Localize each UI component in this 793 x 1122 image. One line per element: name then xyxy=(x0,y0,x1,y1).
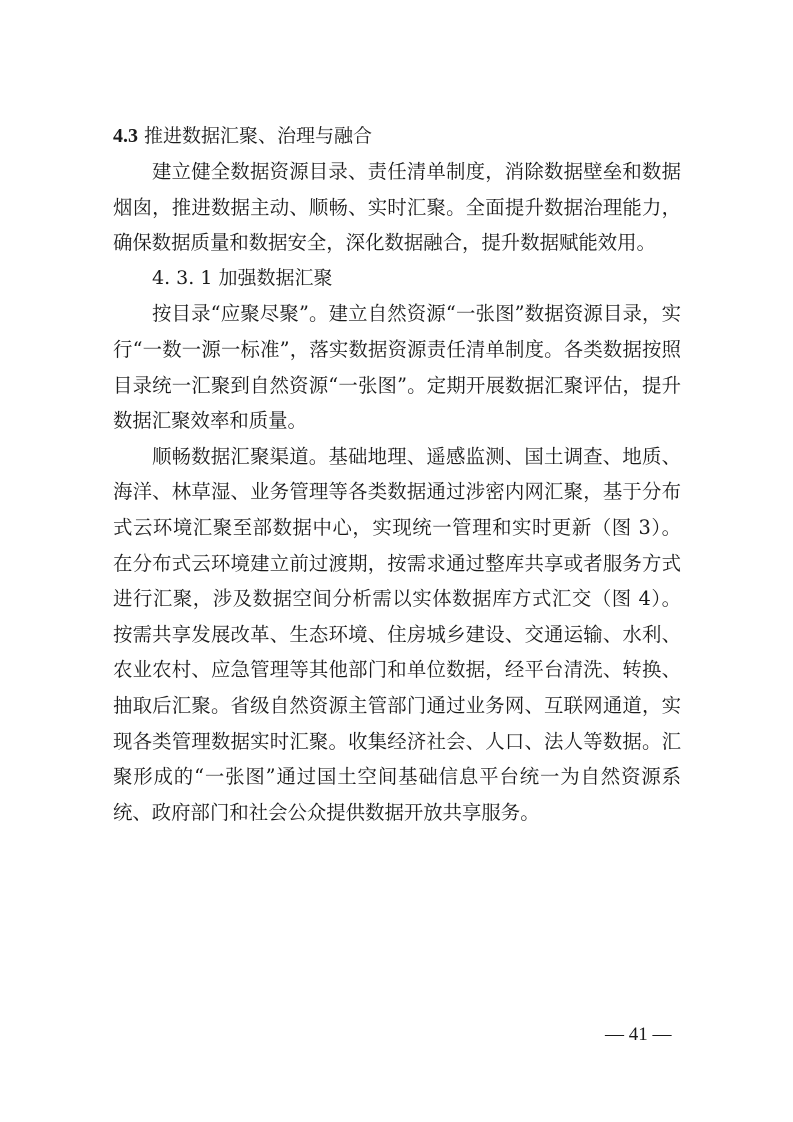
intro-paragraph xyxy=(113,154,681,261)
paragraph-collection-channels xyxy=(113,439,681,831)
section-number: 4.3 xyxy=(113,125,138,147)
paragraph-collect-by-catalog xyxy=(113,296,681,438)
section-title: 推进数据汇聚、治理与融合 xyxy=(144,125,373,147)
subsection-heading: 4. 3. 1 加强数据汇聚 xyxy=(152,266,333,289)
paragraph-line: 式云环境汇聚至部数据中心，实现统一管理和实时更新（图 3）。 xyxy=(113,515,681,539)
paragraph-line: 现各类管理数据实时汇聚。收集经济社会、人口、法人等数据。汇 xyxy=(113,729,681,753)
paragraph-line: 按需共享发展改革、生态环境、住房城乡建设、交通运输、水利、 xyxy=(113,622,681,646)
document-page xyxy=(113,118,681,830)
paragraph-line: 确保数据质量和数据安全，深化数据融合，提升数据赋能效用。 xyxy=(113,231,656,255)
paragraph-line: 农业农村、应急管理等其他部门和单位数据，经平台清洗、转换、 xyxy=(113,658,681,682)
paragraph-line: 统、政府部门和社会公众提供数据开放共享服务。 xyxy=(113,800,540,824)
paragraph-line: 目录统一汇聚到自然资源“一张图”。定期开展数据汇聚评估，提升 xyxy=(113,373,681,397)
paragraph-line: 数据汇聚效率和质量。 xyxy=(113,409,307,433)
section-heading xyxy=(113,118,681,154)
paragraph-line: 顺畅数据汇聚渠道。基础地理、遥感监测、国土调查、地质、 xyxy=(152,444,681,468)
paragraph-line: 建立健全数据资源目录、责任清单制度，消除数据壁垒和数据 xyxy=(152,160,681,183)
paragraph-line: 按目录“应聚尽聚”。建立自然资源“一张图”数据资源目录，实 xyxy=(152,302,681,326)
paragraph-line: 聚形成的“一张图”通过国土空间基础信息平台统一为自然资源系 xyxy=(113,765,681,789)
paragraph-line: 在分布式云环境建立前过渡期，按需求通过整库共享或者服务方式 xyxy=(113,551,681,575)
paragraph-line: 海洋、林草湿、业务管理等各类数据通过涉密内网汇聚，基于分布 xyxy=(113,480,681,504)
paragraph-line: 行“一数一源一标准”，落实数据资源责任清单制度。各类数据按照 xyxy=(113,337,681,361)
paragraph-line: 烟囱，推进数据主动、顺畅、实时汇聚。全面提升数据治理能力， xyxy=(113,195,681,219)
page-number: — 41 — xyxy=(605,1024,672,1045)
paragraph-line: 抽取后汇聚。省级自然资源主管部门通过业务网、互联网通道，实 xyxy=(113,693,681,717)
paragraph-line: 进行汇聚，涉及数据空间分析需以实体数据库方式汇交（图 4）。 xyxy=(113,587,681,611)
